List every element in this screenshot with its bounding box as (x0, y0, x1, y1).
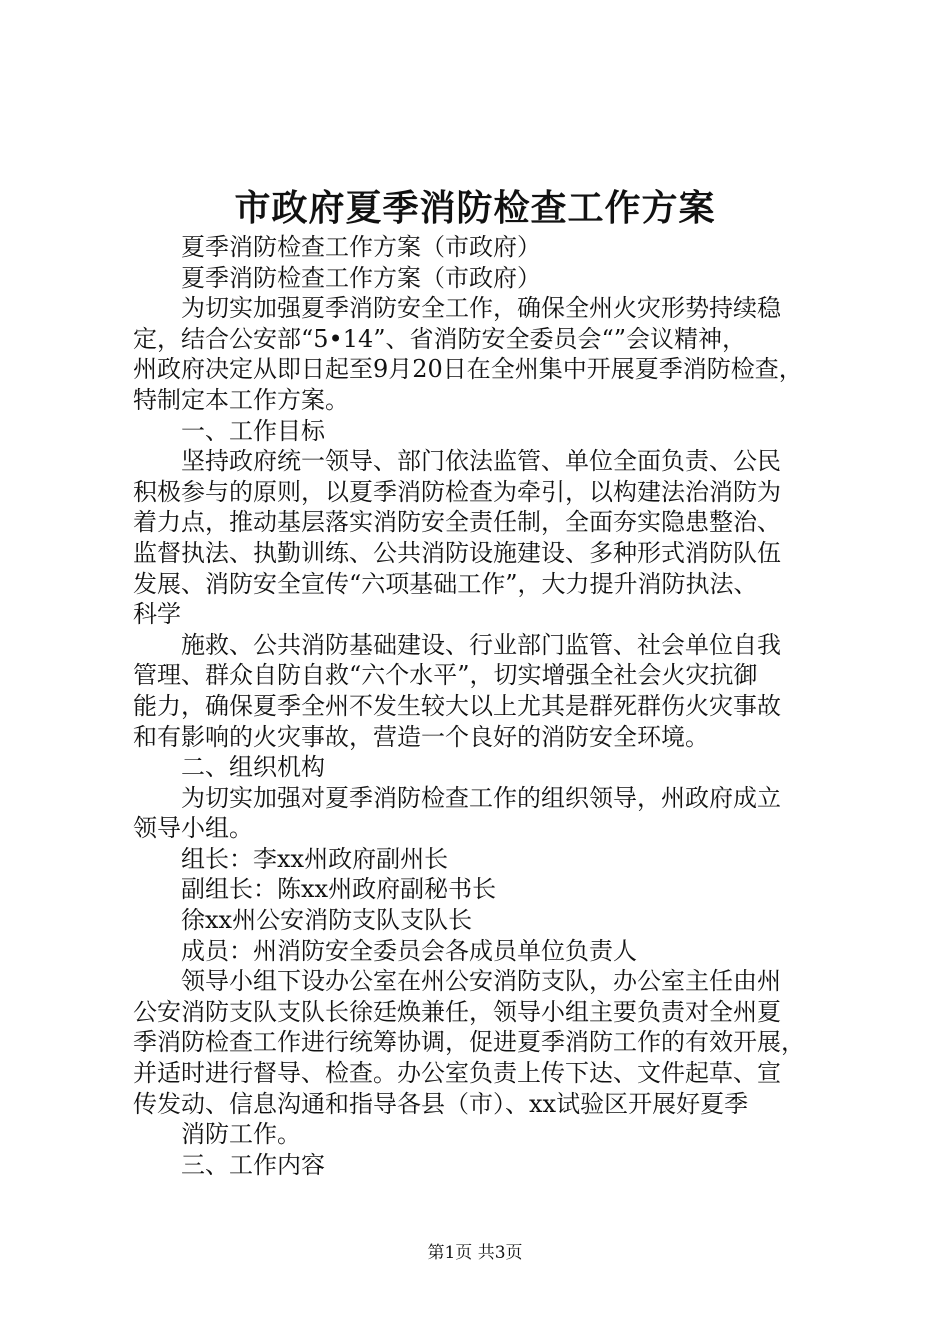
body-line: 副组长：陈xx州政府副秘书长 (181, 875, 497, 904)
body-line: 一、工作目标 (181, 416, 325, 445)
body-line: 公安消防支队支队长徐廷焕兼任，领导小组主要负责对全州夏 (133, 997, 781, 1026)
body-line: 徐xx州公安消防支队支队长 (181, 906, 473, 935)
body-line: 消防工作。 (181, 1120, 301, 1149)
body-line: 科学 (133, 600, 181, 629)
page-footer: 第1页 共3页 (427, 1243, 523, 1263)
body-line: 成员：州消防安全委员会各成员单位负责人 (181, 936, 637, 965)
body-line: 夏季消防检查工作方案（市政府） (181, 263, 541, 292)
body-line: 季消防检查工作进行统筹协调，促进夏季消防工作的有效开展， (133, 1028, 805, 1057)
document-body (133, 232, 849, 1180)
body-line: 传发动、信息沟通和指导各县（市）、xx试验区开展好夏季 (133, 1089, 749, 1118)
document-title: 市政府夏季消防检查工作方案 (234, 187, 716, 229)
body-line: 施救、公共消防基础建设、行业部门监管、社会单位自我 (181, 630, 781, 659)
body-line: 能力，确保夏季全州不发生较大以上尤其是群死群伤火灾事故 (133, 691, 781, 720)
body-line: 定，结合公安部“5•14”、省消防安全委员会“”会议精神， (133, 324, 747, 353)
body-line: 三、工作内容 (181, 1150, 325, 1179)
body-line: 着力点，推动基层落实消防安全责任制，全面夯实隐患整治、 (133, 508, 781, 537)
body-line: 领导小组下设办公室在州公安消防支队，办公室主任由州 (181, 967, 781, 996)
body-line: 监督执法、执勤训练、公共消防设施建设、多种形式消防队伍 (133, 538, 781, 567)
body-line: 为切实加强对夏季消防检查工作的组织领导，州政府成立 (181, 783, 781, 812)
body-line: 为切实加强夏季消防安全工作，确保全州火灾形势持续稳 (181, 294, 781, 323)
body-line: 并适时进行督导、检查。办公室负责上传下达、文件起草、宣 (133, 1059, 781, 1088)
body-line: 积极参与的原则，以夏季消防检查为牵引，以构建法治消防为 (133, 477, 781, 506)
body-line: 发展、消防安全宣传“六项基础工作”，大力提升消防执法、 (133, 569, 758, 598)
body-line: 领导小组。 (133, 814, 253, 843)
body-line: 组长：李xx州政府副州长 (181, 844, 449, 873)
body-line: 和有影响的火灾事故，营造一个良好的消防安全环境。 (133, 722, 709, 751)
body-line: 管理、群众自防自救“六个水平”，切实增强全社会火灾抗御 (133, 661, 758, 690)
body-line: 夏季消防检查工作方案（市政府） (181, 233, 541, 261)
body-line: 特制定本工作方案。 (133, 385, 349, 414)
body-line: 二、组织机构 (181, 753, 325, 782)
body-line: 坚持政府统一领导、部门依法监管、单位全面负责、公民 (181, 447, 781, 476)
body-line: 州政府决定从即日起至9月20日在全州集中开展夏季消防检查， (133, 355, 803, 384)
